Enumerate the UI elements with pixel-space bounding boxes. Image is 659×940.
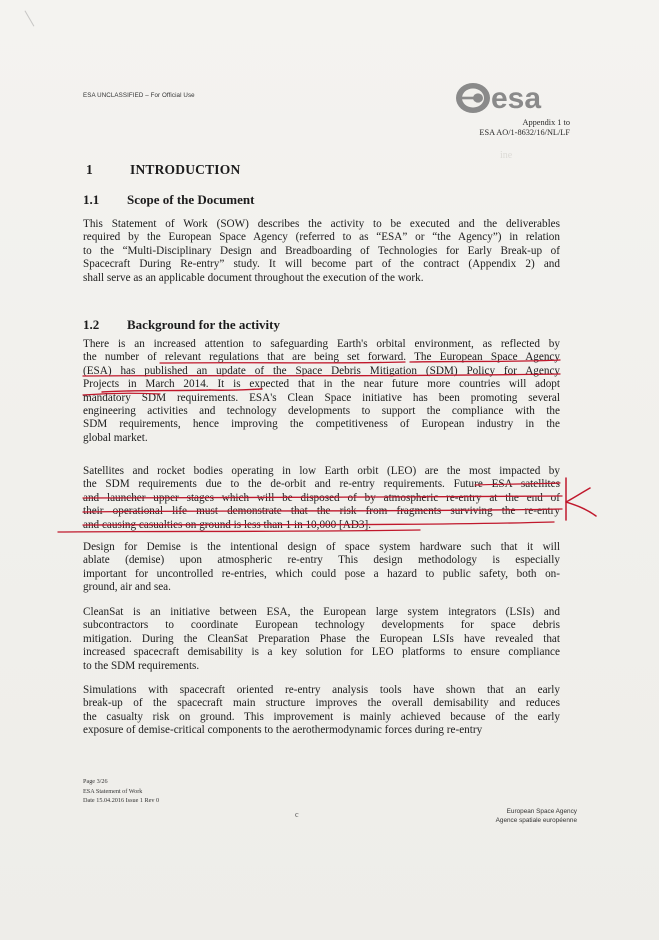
section-1-1-heading	[83, 192, 254, 208]
background-paragraph-2	[83, 465, 560, 532]
background-paragraph-3	[83, 541, 560, 595]
agency-name	[496, 808, 577, 825]
page-footer	[83, 777, 159, 806]
margin-check-mark	[566, 478, 596, 520]
text-line: exposure of demise-critical components to the aerothermodynamic forces during re-entry	[83, 724, 483, 737]
classification-label: ESA UNCLASSIFIED – For Official Use	[83, 92, 195, 99]
agency-name-french: Agence spatiale européenne	[495, 816, 577, 824]
text-line: important for uncontrolled re-entries, which could pose a hazard to public safety, both on-	[83, 567, 560, 580]
background-paragraph-5	[83, 684, 560, 738]
page-fold-mark	[25, 3, 47, 26]
text-line: required by the European Space Agency (referred to as “ESA” or “the Agency”) in relation	[83, 231, 560, 244]
text-line-underlined: (ESA) has published an update of the Space Debris Mitigation (SDM) Policy for Agency	[83, 364, 560, 377]
text-line: increased spacecraft demisability is a key solution for LEO platforms to ensure compliance	[83, 646, 560, 659]
text-line: mitigation. During the CleanSat Preparation Phase the European LSIs have revealed that	[83, 632, 560, 645]
document-name: ESA Statement of Work	[83, 787, 143, 795]
issue-date: Date 15.04.2016 Issue 1 Rev 0	[83, 797, 160, 805]
text-line: to the “Multi-Disciplinary Design and Breadboarding of Technologies for Early Break-up of	[83, 244, 560, 257]
text-line: to the SDM requirements.	[83, 659, 200, 672]
text-line-underlined: the number of relevant regulations that are being set forward. The European Space Agency	[83, 351, 560, 364]
text-line: break-up of the spacecraft main structure improves the overall demisability and reduces	[83, 697, 560, 710]
esa-logo	[453, 78, 563, 118]
section-title: Scope of the Document	[127, 192, 255, 207]
section-number: 1.2	[83, 317, 100, 332]
text-line-underlined: and launcher upper stages which will be disposed of by atmospheric re-entry at the end of	[83, 491, 560, 504]
text-line: CleanSat is an initiative between ESA, the European large system integrators (LSIs) and	[83, 606, 560, 618]
section-1-2-heading	[83, 317, 280, 333]
text-line: the casualty risk on ground. This improvement is mainly achieved because of the early	[83, 710, 560, 723]
text-line: ground, air and sea.	[83, 581, 171, 594]
section-1-heading	[86, 162, 240, 178]
text-line: Design for Demise is the intentional design of space system hardware such that it will	[83, 541, 560, 553]
text-line: shall serve as an applicable document throughout the execution of the work.	[83, 271, 424, 284]
scope-paragraph	[83, 218, 560, 285]
section-title: INTRODUCTION	[130, 162, 241, 177]
appendix-reference	[479, 118, 570, 138]
appendix-line: Appendix 1 to	[522, 118, 570, 127]
footer-mark: c	[295, 810, 299, 819]
pen-stroke	[566, 488, 596, 516]
background-paragraph-4	[83, 606, 560, 673]
text-line: SDM requirements, hence improving the competitiveness of European industry in the	[83, 418, 560, 431]
text-line-underlined: Projects in March 2014. It is expected that in the near future more countries will adopt	[83, 378, 560, 391]
text-line: subcontractors to coordinate European technology developments for space debris	[83, 619, 560, 632]
text-line: Simulations with spacecraft oriented re-entry analysis tools have shown that an early	[83, 684, 560, 696]
agency-name-english: European Space Agency	[506, 808, 577, 815]
text-line: mandatory SDM requirements. ESA's Clean Space initiative has been promoting several	[83, 391, 560, 404]
text-line: Satellites and rocket bodies operating in low Earth orbit (LEO) are the most impacted by	[83, 465, 560, 477]
text-line: ablate (demise) upon atmospheric re-entry This design methodology is especially	[83, 554, 560, 567]
section-title: Background for the activity	[127, 317, 280, 332]
text-line: engineering activities and technology developments to support the compliance with the	[83, 405, 560, 418]
text-line-underlined: the SDM requirements due to the de-orbit and re-entry requirements. Future ESA satellites	[83, 478, 560, 491]
text-line: This Statement of Work (SOW) describes the activity to be executed and the deliverables	[83, 218, 560, 230]
esa-logo-text: esa	[491, 82, 542, 115]
appendix-reference-number: ESA AO/1-8632/16/NL/LF	[479, 128, 570, 137]
section-number: 1.1	[83, 192, 100, 207]
text-line-underlined: their operational life must demonstrate that the risk from fragments surviving the re-entry	[83, 505, 560, 518]
section-number: 1	[86, 162, 93, 177]
text-line-underlined: and causing casualties on ground is less than 1 in 10,000 [AD3].	[83, 518, 372, 531]
text-line: global market.	[83, 431, 148, 444]
bleed-through-text: ine	[500, 150, 513, 161]
text-line: Spacecraft During Re-entry” study. It will become part of the contract (Appendix 2) and	[83, 258, 560, 271]
background-paragraph-1	[83, 338, 560, 445]
page-number: Page 3/26	[83, 778, 108, 785]
text-line: There is an increased attention to safeguarding Earth's orbital environment, as reflected by	[83, 338, 560, 350]
